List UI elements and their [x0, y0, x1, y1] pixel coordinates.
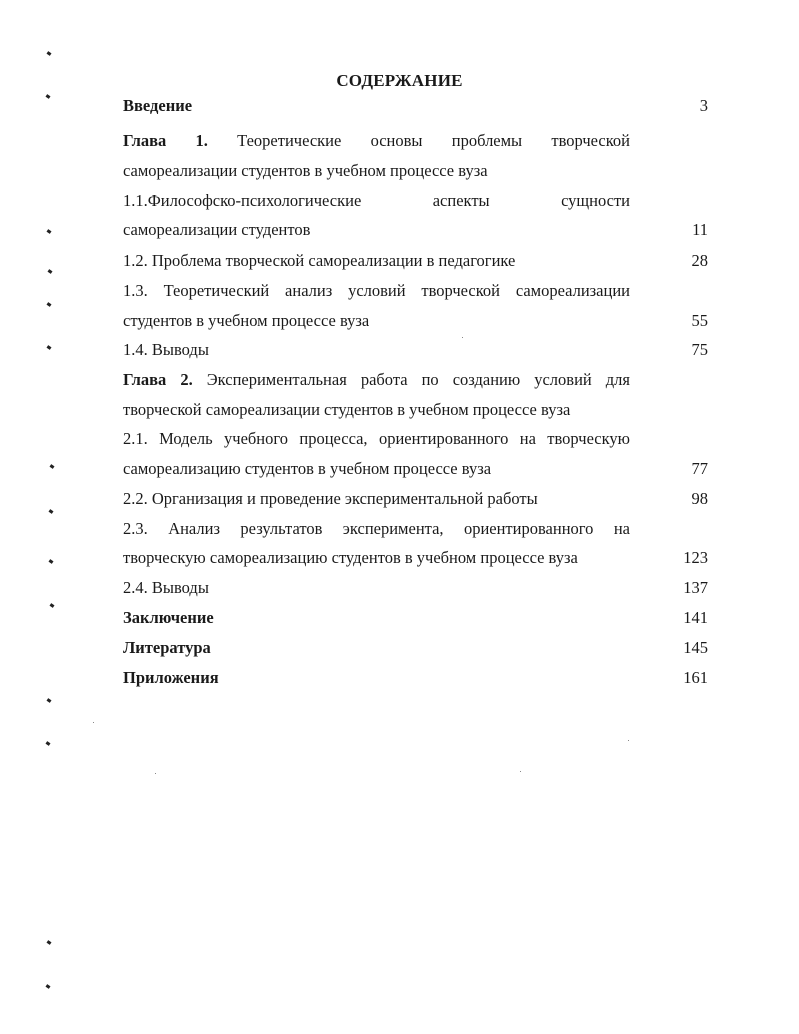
scan-mark: [50, 464, 55, 469]
toc-entry-1-4: 1.4. Выводы: [123, 340, 209, 359]
toc-page-number: 141: [683, 608, 708, 627]
toc-entry-chapter-1-line-1: [123, 131, 630, 151]
scan-mark: [49, 559, 54, 564]
scan-mark: [47, 229, 52, 234]
scan-mark: [46, 741, 51, 746]
scan-speck: [628, 740, 629, 741]
toc-entry-2-1-line-1: 2.1. Модель учебного процесса, ориентированного на творческую: [123, 429, 630, 448]
scan-mark: [47, 51, 52, 56]
toc-page-number: 77: [691, 459, 708, 478]
toc-entry-intro: Введение: [123, 96, 193, 115]
scan-mark: [46, 984, 51, 989]
scan-mark: [50, 603, 55, 608]
toc-entry-conclusion: Заключение: [123, 608, 214, 627]
toc-page-number: 123: [683, 548, 708, 567]
toc-page-number: 75: [691, 340, 708, 359]
toc-entry-1-1-line-1: 1.1.Философско-психологические аспекты сущности: [123, 191, 630, 210]
toc-page-number: 28: [691, 251, 708, 270]
scan-mark: [48, 269, 53, 274]
scan-mark: [46, 94, 51, 99]
chapter-1-text: Глава 1. Теоретические основы проблемы творческой: [123, 131, 630, 150]
toc-entry-1-3-line-1: 1.3. Теоретический анализ условий творческой самореализации: [123, 281, 630, 300]
toc-entry-2-1-line-2: самореализацию студентов в учебном процессе вуза: [123, 459, 492, 478]
scan-mark: [49, 509, 54, 514]
chapter-2-text: Глава 2. Экспериментальная работа по созданию условий для: [123, 370, 630, 389]
scan-mark: [47, 940, 52, 945]
scan-speck: [155, 773, 156, 774]
toc-entry-literature: Литература: [123, 638, 211, 657]
toc-entry-2-2: 2.2. Организация и проведение экспериментальной работы: [123, 489, 538, 508]
scan-speck: [93, 722, 94, 723]
toc-page-number: 55: [691, 311, 708, 330]
chapter-label: Глава 1.: [123, 131, 208, 150]
scan-speck: [462, 337, 463, 338]
scan-mark: [47, 698, 52, 703]
toc-entry-1-3-line-2: студентов в учебном процессе вуза: [123, 311, 370, 330]
toc-entry-appendices: Приложения: [123, 668, 219, 687]
toc-entry-1-2: 1.2. Проблема творческой самореализации в педагогике: [123, 251, 516, 270]
toc-page-number: 3: [699, 96, 708, 115]
toc-page-number: 11: [692, 220, 708, 239]
toc-page-number: 161: [683, 668, 708, 687]
scan-speck: [520, 771, 521, 772]
toc-entry-chapter-2-line-1: [123, 370, 630, 390]
toc-entry-2-3-line-1: 2.3. Анализ результатов эксперимента, ориентированного на: [123, 519, 630, 538]
toc-page-number: 98: [691, 489, 708, 508]
toc-page-number: 137: [683, 578, 708, 597]
toc-entry-2-3-line-2: творческую самореализацию студентов в учебном процессе вуза: [123, 548, 578, 567]
toc-entry-chapter-2-line-2: творческой самореализации студентов в учебном процессе вуза: [123, 400, 571, 419]
scan-mark: [47, 302, 52, 307]
chapter-label: Глава 2.: [123, 370, 193, 389]
toc-page-number: 145: [683, 638, 708, 657]
toc-entry-chapter-1-line-2: самореализации студентов в учебном процессе вуза: [123, 161, 488, 180]
scan-mark: [47, 345, 52, 350]
toc-entry-2-4: 2.4. Выводы: [123, 578, 209, 597]
toc-entry-1-1-line-2: самореализации студентов: [123, 220, 311, 239]
page-title: СОДЕРЖАНИЕ: [336, 71, 463, 90]
